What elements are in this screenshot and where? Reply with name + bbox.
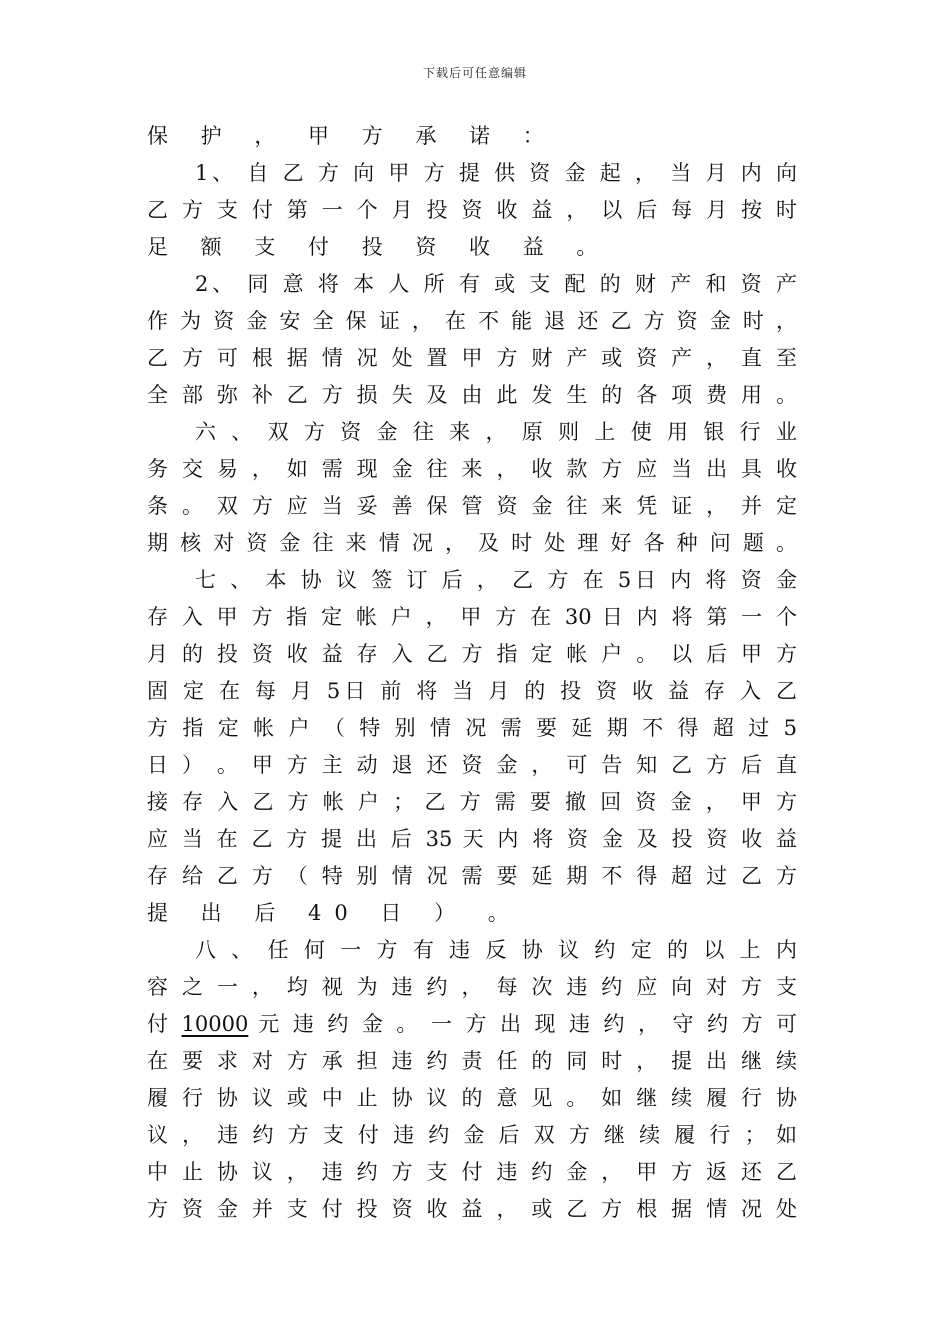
- text-line: 八 、 任 何 一 方 有 违 反 协 议 约 定 的 以 上 内: [195, 938, 797, 962]
- text-line: 条 。 双 方 应 当 妥 善 保 管 资 金 往 来 凭 证 ， 并 定: [147, 494, 797, 518]
- text-line: 乙 方 支 付 第 一 个 月 投 资 收 益 ， 以 后 每 月 按 时: [147, 198, 797, 222]
- text-line: 应 当 在 乙 方 提 出 后 35 天 内 将 资 金 及 投 资 收 益: [147, 827, 797, 851]
- penalty-suffix: 元 违 约 金 。 一 方 出 现 违 约 ， 守 约 方 可: [248, 1012, 797, 1036]
- text-line: 中 止 协 议 ， 违 约 方 支 付 违 约 金 ， 甲 方 返 还 乙: [147, 1160, 797, 1184]
- penalty-prefix: 付: [147, 1012, 182, 1036]
- text-line: 议 ， 违 约 方 支 付 违 约 金 后 双 方 继 续 履 行 ； 如: [147, 1123, 797, 1147]
- text-line: 1、 自 乙 方 向 甲 方 提 供 资 金 起 ， 当 月 内 向: [195, 161, 797, 185]
- text-line: 固 定 在 每 月 5日 前 将 当 月 的 投 资 收 益 存 入 乙: [147, 679, 797, 703]
- document-body: [147, 118, 797, 1228]
- text-line: 2、 同 意 将 本 人 所 有 或 支 配 的 财 产 和 资 产: [195, 272, 797, 296]
- text-line: 务 交 易 ， 如 需 现 金 往 来 ， 收 款 方 应 当 出 具 收: [147, 457, 797, 481]
- text-line: 六 、 双 方 资 金 往 来 ， 原 则 上 使 用 银 行 业: [195, 420, 797, 444]
- text-line: 月 的 投 资 收 益 存 入 乙 方 指 定 帐 户 。 以 后 甲 方: [147, 642, 797, 666]
- text-line: 接 存 入 乙 方 帐 户 ； 乙 方 需 要 撤 回 资 金 ， 甲 方: [147, 790, 797, 814]
- penalty-line: [147, 1006, 797, 1043]
- text-line: 方 指 定 帐 户 （ 特 别 情 况 需 要 延 期 不 得 超 过 5: [147, 716, 797, 740]
- page-header: 下载后可任意编辑: [422, 66, 527, 80]
- text-line: 足 额 支 付 投 资 收 益 。: [147, 235, 611, 259]
- text-line: 履 行 协 议 或 中 止 协 议 的 意 见 。 如 继 续 履 行 协: [147, 1086, 797, 1110]
- text-line: 七 、 本 协 议 签 订 后 ， 乙 方 在 5日 内 将 资 金: [195, 568, 797, 592]
- penalty-amount: 10000: [181, 1012, 249, 1036]
- text-lines: [147, 118, 797, 969]
- text-line: 作 为 资 金 安 全 保 证 ， 在 不 能 退 还 乙 方 资 金 时 ，: [147, 309, 797, 333]
- text-line: 存 给 乙 方 （ 特 别 情 况 需 要 延 期 不 得 超 过 乙 方: [147, 864, 797, 888]
- text-line: 提 出 后 40 日 ） 。: [147, 901, 522, 925]
- text-line: 期 核 对 资 金 往 来 情 况 ， 及 时 处 理 好 各 种 问 题 。: [147, 531, 797, 555]
- text-line: 方 资 金 并 支 付 投 资 收 益 ， 或 乙 方 根 据 情 况 处: [147, 1197, 797, 1221]
- text-line: 在 要 求 对 方 承 担 违 约 责 任 的 同 时 ， 提 出 继 续: [147, 1049, 797, 1073]
- text-line: 全 部 弥 补 乙 方 损 失 及 由 此 发 生 的 各 项 费 用 。: [147, 383, 797, 407]
- text-line: 存 入 甲 方 指 定 帐 户 ， 甲 方 在 30 日 内 将 第 一 个: [147, 605, 797, 629]
- text-line: 乙 方 可 根 据 情 况 处 置 甲 方 财 产 或 资 产 ， 直 至: [147, 346, 797, 370]
- text-lines-tail: [147, 1043, 797, 1228]
- text-line: 日 ） 。 甲 方 主 动 退 还 资 金 ， 可 告 知 乙 方 后 直: [147, 753, 797, 777]
- text-line: 容 之 一 ， 均 视 为 违 约 ， 每 次 违 约 应 向 对 方 支: [147, 975, 797, 999]
- text-line: 保 护 ， 甲 方 承 诺 ：: [147, 124, 557, 148]
